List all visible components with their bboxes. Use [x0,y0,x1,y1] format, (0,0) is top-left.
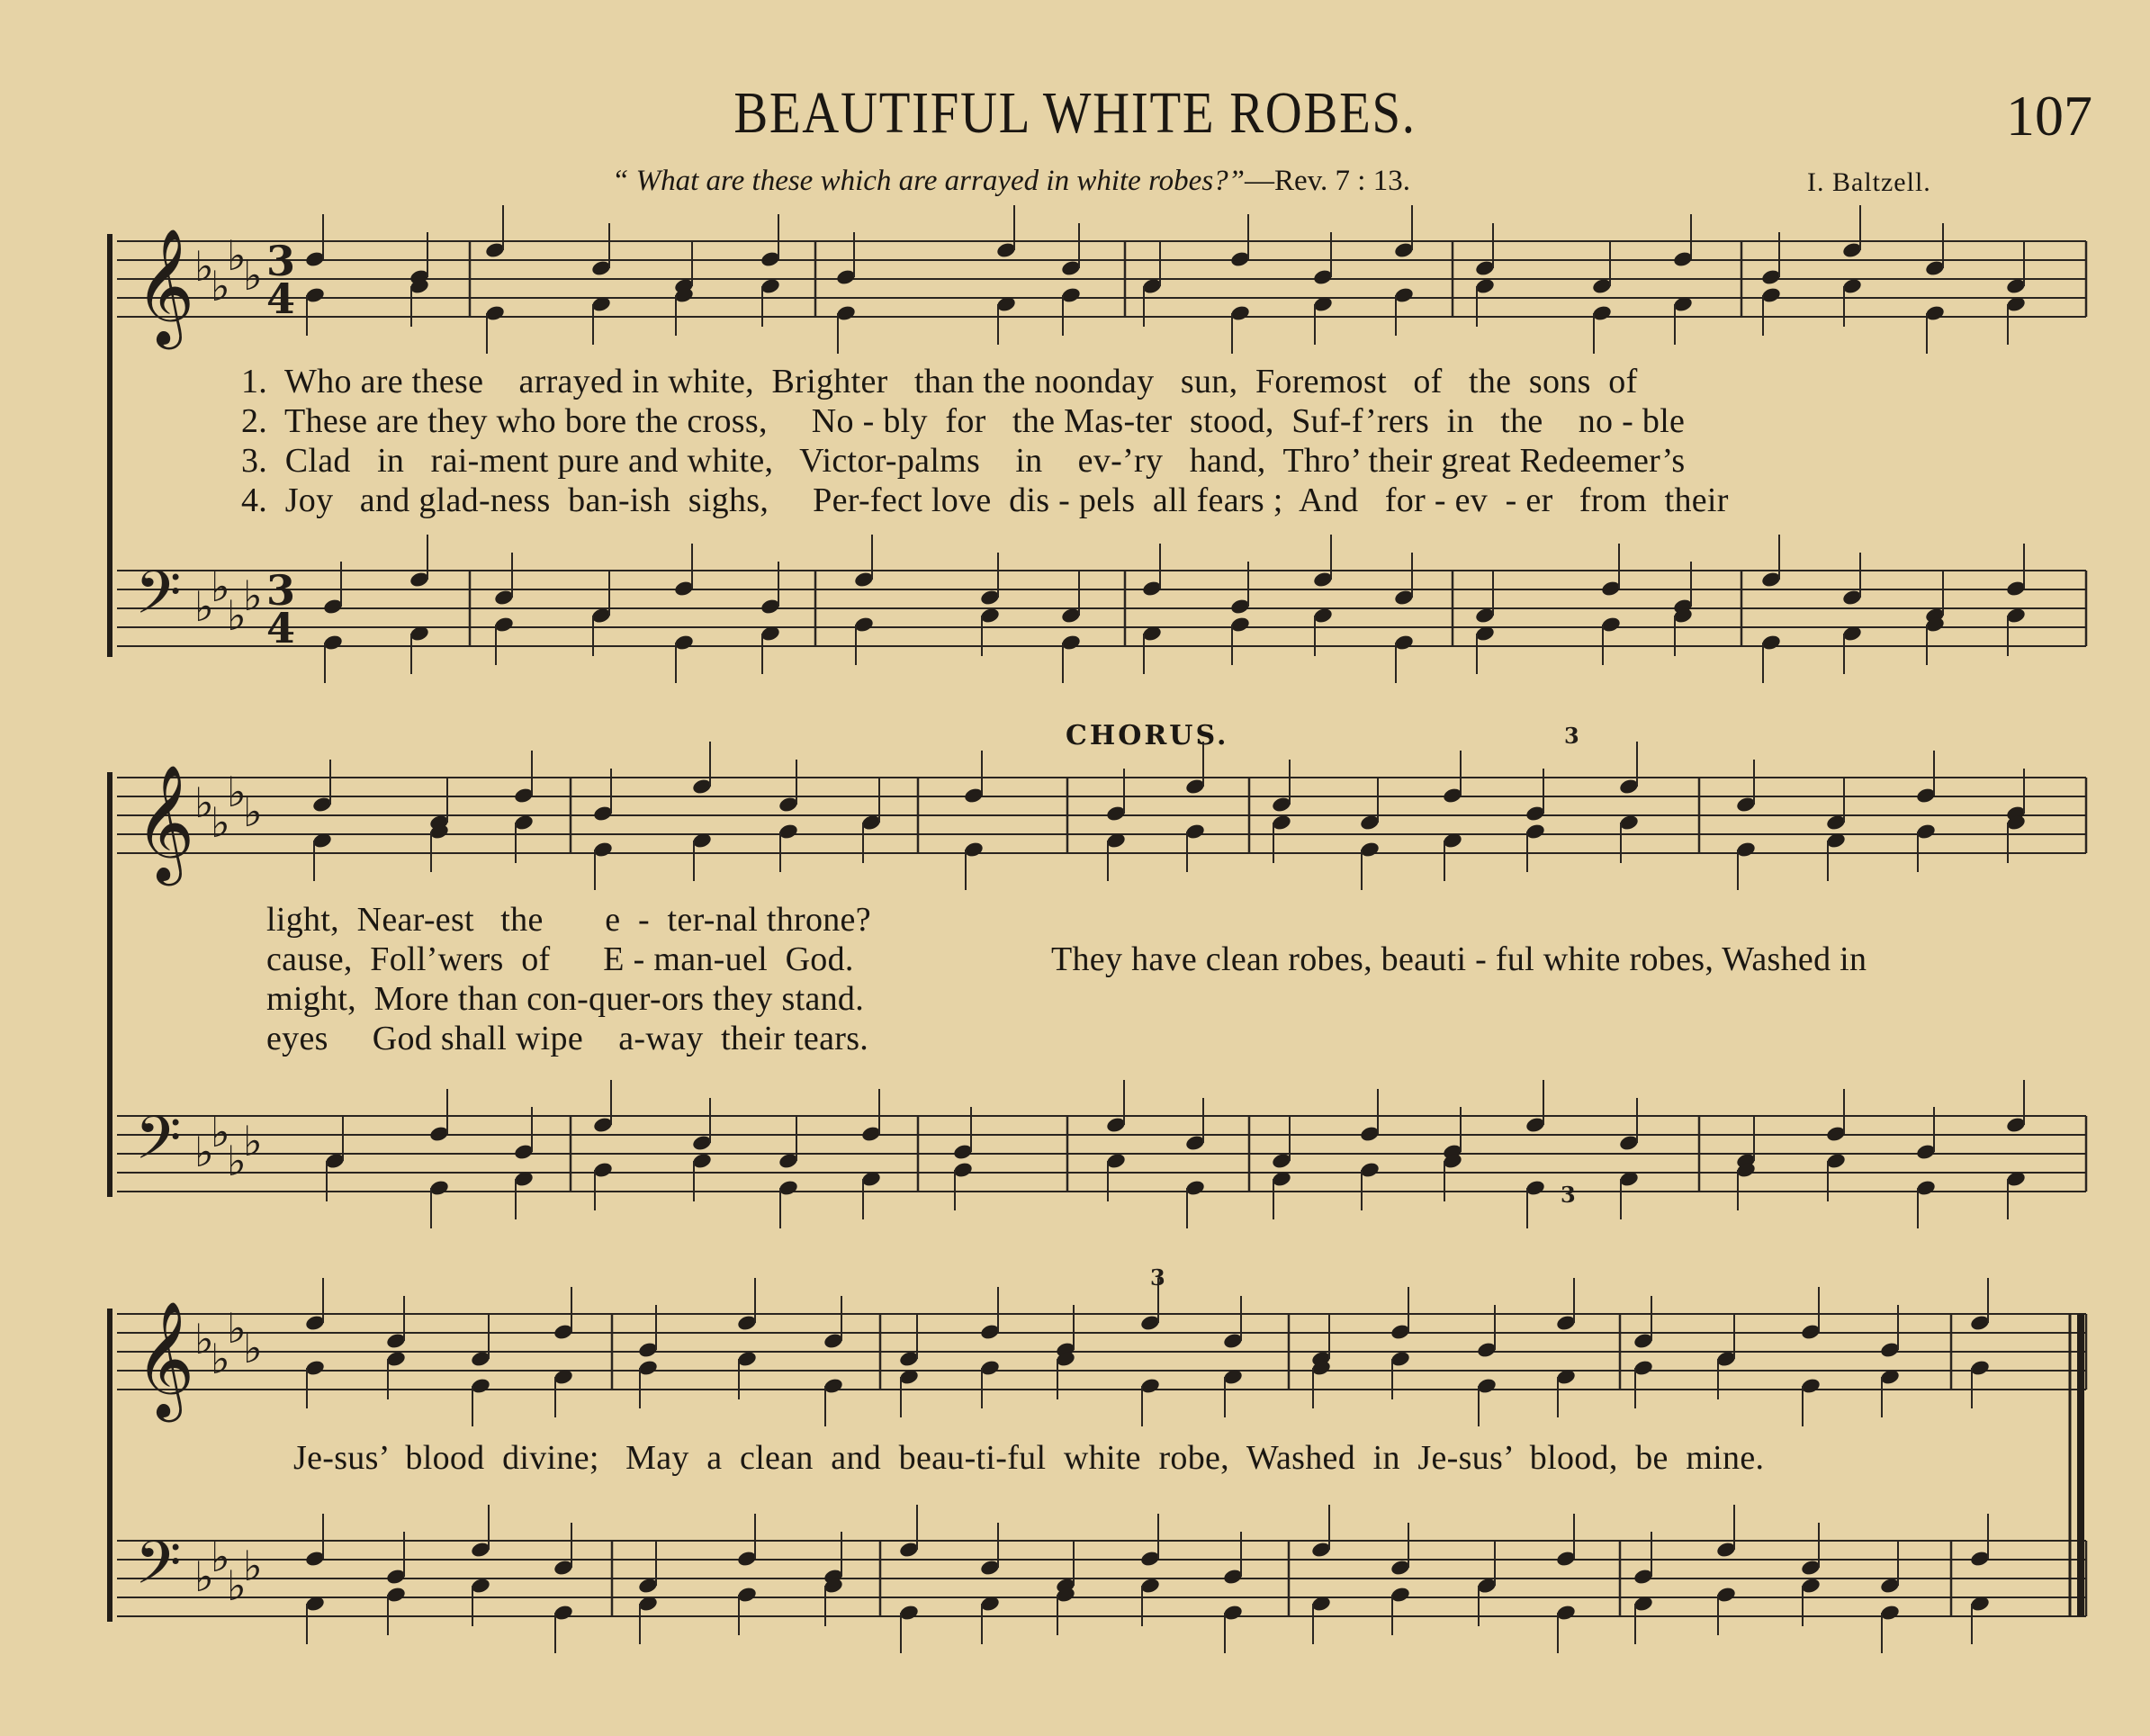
flat-sign: ♭ [194,1128,214,1176]
flat-sign: ♭ [211,562,230,611]
bass-clef: 𝄢 [135,1528,182,1612]
time-signature-bottom: 4 [266,604,296,652]
verse-1-ending: light, Near-est the e - ter-nal throne? [266,901,871,939]
page-number: 107 [2006,84,2092,148]
flat-sign: ♭ [227,1137,247,1185]
verse-3-ending: might, More than con-quer-ors they stand. [266,980,865,1018]
time-signature-top: 3 [266,566,296,615]
flat-sign: ♭ [194,582,214,631]
flat-sign: ♭ [227,1304,247,1353]
verse-4-ending: eyes God shall wipe a-way their tears. [266,1020,869,1057]
bass-clef: 𝄢 [135,558,182,642]
chorus-label: CHORUS. [1066,720,1229,751]
verse-1-line: 1. Who are these arrayed in white, Brighter than the noonday sun, Foremost of the sons of [241,363,1638,400]
flat-sign: ♭ [243,787,263,836]
flat-sign: ♭ [243,571,263,620]
chorus-lyric-2: Je-sus’ blood divine; May a clean and beau-ti-ful white robe, Washed in Je-sus’ blood, be mine. [293,1439,1765,1477]
time-signature-bottom: 4 [266,274,296,323]
flat-sign: ♭ [243,1542,263,1590]
flat-sign: ♭ [227,1561,247,1610]
triplet-mark: 3 [1150,1264,1165,1291]
system3-bass-staff [117,1505,2086,1653]
flat-sign: ♭ [227,591,247,640]
system2-bass-staff [117,1080,2086,1228]
flat-sign: ♭ [211,1533,230,1581]
flat-sign: ♭ [227,231,247,280]
epigraph-reference: —Rev. 7 : 13. [1245,165,1410,197]
flat-sign: ♭ [243,251,263,300]
flat-sign: ♭ [211,262,230,310]
flat-sign: ♭ [243,1117,263,1165]
flat-sign: ♭ [194,1315,214,1363]
flat-sign: ♭ [211,1335,230,1383]
system1-bass-staff [117,535,2086,683]
verse-4-line: 4. Joy and glad-ness ban-ish sighs, Per-fect love dis - pels all fears ; And for - ev - er from their [241,481,1729,519]
flat-sign: ♭ [227,768,247,816]
system1-treble-staff [117,205,2086,354]
system2-treble-staff [117,742,2086,890]
flat-sign: ♭ [211,798,230,847]
treble-clef: 𝄞 [135,1300,195,1417]
hymn-title: BEAUTIFUL WHITE ROBES. [733,80,1417,146]
time-signature-top: 3 [266,237,296,285]
triplet-mark: 3 [1564,723,1579,749]
bass-clef: 𝄢 [135,1103,182,1187]
flat-sign: ♭ [194,1552,214,1601]
verse-3-line: 3. Clad in rai-ment pure and white, Victor-palms in ev-’ry hand, Thro’ their great Redeemer’s [241,442,1686,480]
system3-treble-staff [117,1278,2086,1426]
flat-sign: ♭ [194,778,214,827]
flat-sign: ♭ [194,242,214,291]
chorus-lyric-1: They have clean robes, beauti - ful white robes, Washed in [1051,940,1867,978]
treble-clef: 𝄞 [135,228,195,345]
composer-credit: I. Baltzell. [1807,167,1931,197]
flat-sign: ♭ [211,1108,230,1156]
treble-clef: 𝄞 [135,764,195,881]
triplet-mark: 3 [1561,1182,1576,1208]
verse-2-line: 2. These are they who bore the cross, No - bly for the Mas-ter stood, Suf-f’rers in the no - ble [241,402,1686,440]
flat-sign: ♭ [243,1324,263,1372]
epigraph-quote: “ What are these which are arrayed in white robes?” [612,165,1246,197]
verse-2-ending: cause, Foll’wers of E - man-uel God. [266,940,854,978]
